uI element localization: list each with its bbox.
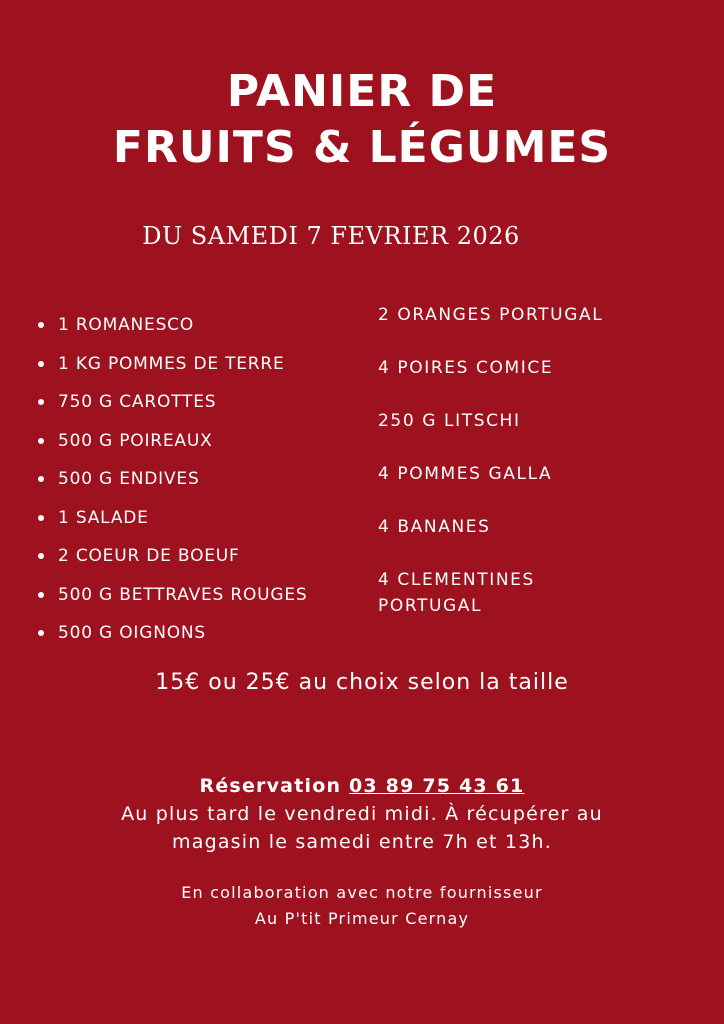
fruits-list — [378, 302, 698, 646]
reservation-detail-2: magasin le samedi entre 7h et 13h. — [172, 831, 552, 853]
collaboration-block — [0, 880, 724, 932]
list-item: 500 G OIGNONS — [38, 618, 358, 657]
list-item: 500 G BETTRAVES ROUGES — [38, 580, 358, 619]
bullet-icon — [38, 553, 44, 559]
bullet-icon — [38, 476, 44, 482]
bullet-icon — [38, 322, 44, 328]
list-item: 2 ORANGES PORTUGAL — [378, 305, 604, 325]
bullet-icon — [38, 515, 44, 521]
date-subtitle: DU SAMEDI 7 FEVRIER 2026 — [142, 222, 520, 250]
list-item: 500 G POIREAUX — [38, 426, 358, 465]
collaboration-line-2: Au P'tit Primeur Cernay — [254, 909, 470, 928]
list-item: 750 G CAROTTES — [38, 387, 358, 426]
phone-link[interactable]: 03 89 75 43 61 — [349, 775, 525, 797]
vegetables-list — [38, 310, 358, 657]
reservation-detail-1: Au plus tard le vendredi midi. À récupérer au — [121, 803, 603, 825]
bullet-icon — [38, 630, 44, 636]
list-item: 4 CLEMENTINES PORTUGAL — [378, 570, 535, 616]
list-item: 250 G LITSCHI — [378, 411, 521, 431]
collaboration-line-1: En collaboration avec notre fournisseur — [181, 883, 543, 902]
bullet-icon — [38, 399, 44, 405]
list-item: 4 POIRES COMICE — [378, 358, 554, 378]
list-item: 4 POMMES GALLA — [378, 464, 553, 484]
list-item: 1 SALADE — [38, 503, 358, 542]
list-item: 1 ROMANESCO — [38, 310, 358, 349]
list-item: 2 COEUR DE BOEUF — [38, 541, 358, 580]
list-item: 4 BANANES — [378, 517, 491, 537]
title-line-2: FRUITS & LÉGUMES — [112, 122, 612, 173]
list-item: 500 G ENDIVES — [38, 464, 358, 503]
page-title — [0, 64, 724, 176]
price-text: 15€ ou 25€ au choix selon la taille — [155, 670, 569, 695]
reservation-block — [0, 772, 724, 856]
title-line-1: PANIER DE — [226, 66, 498, 117]
reservation-line — [0, 772, 724, 800]
reservation-label: Réservation — [199, 775, 342, 797]
list-item: 1 KG POMMES DE TERRE — [38, 349, 358, 388]
bullet-icon — [38, 592, 44, 598]
bullet-icon — [38, 361, 44, 367]
bullet-icon — [38, 438, 44, 444]
